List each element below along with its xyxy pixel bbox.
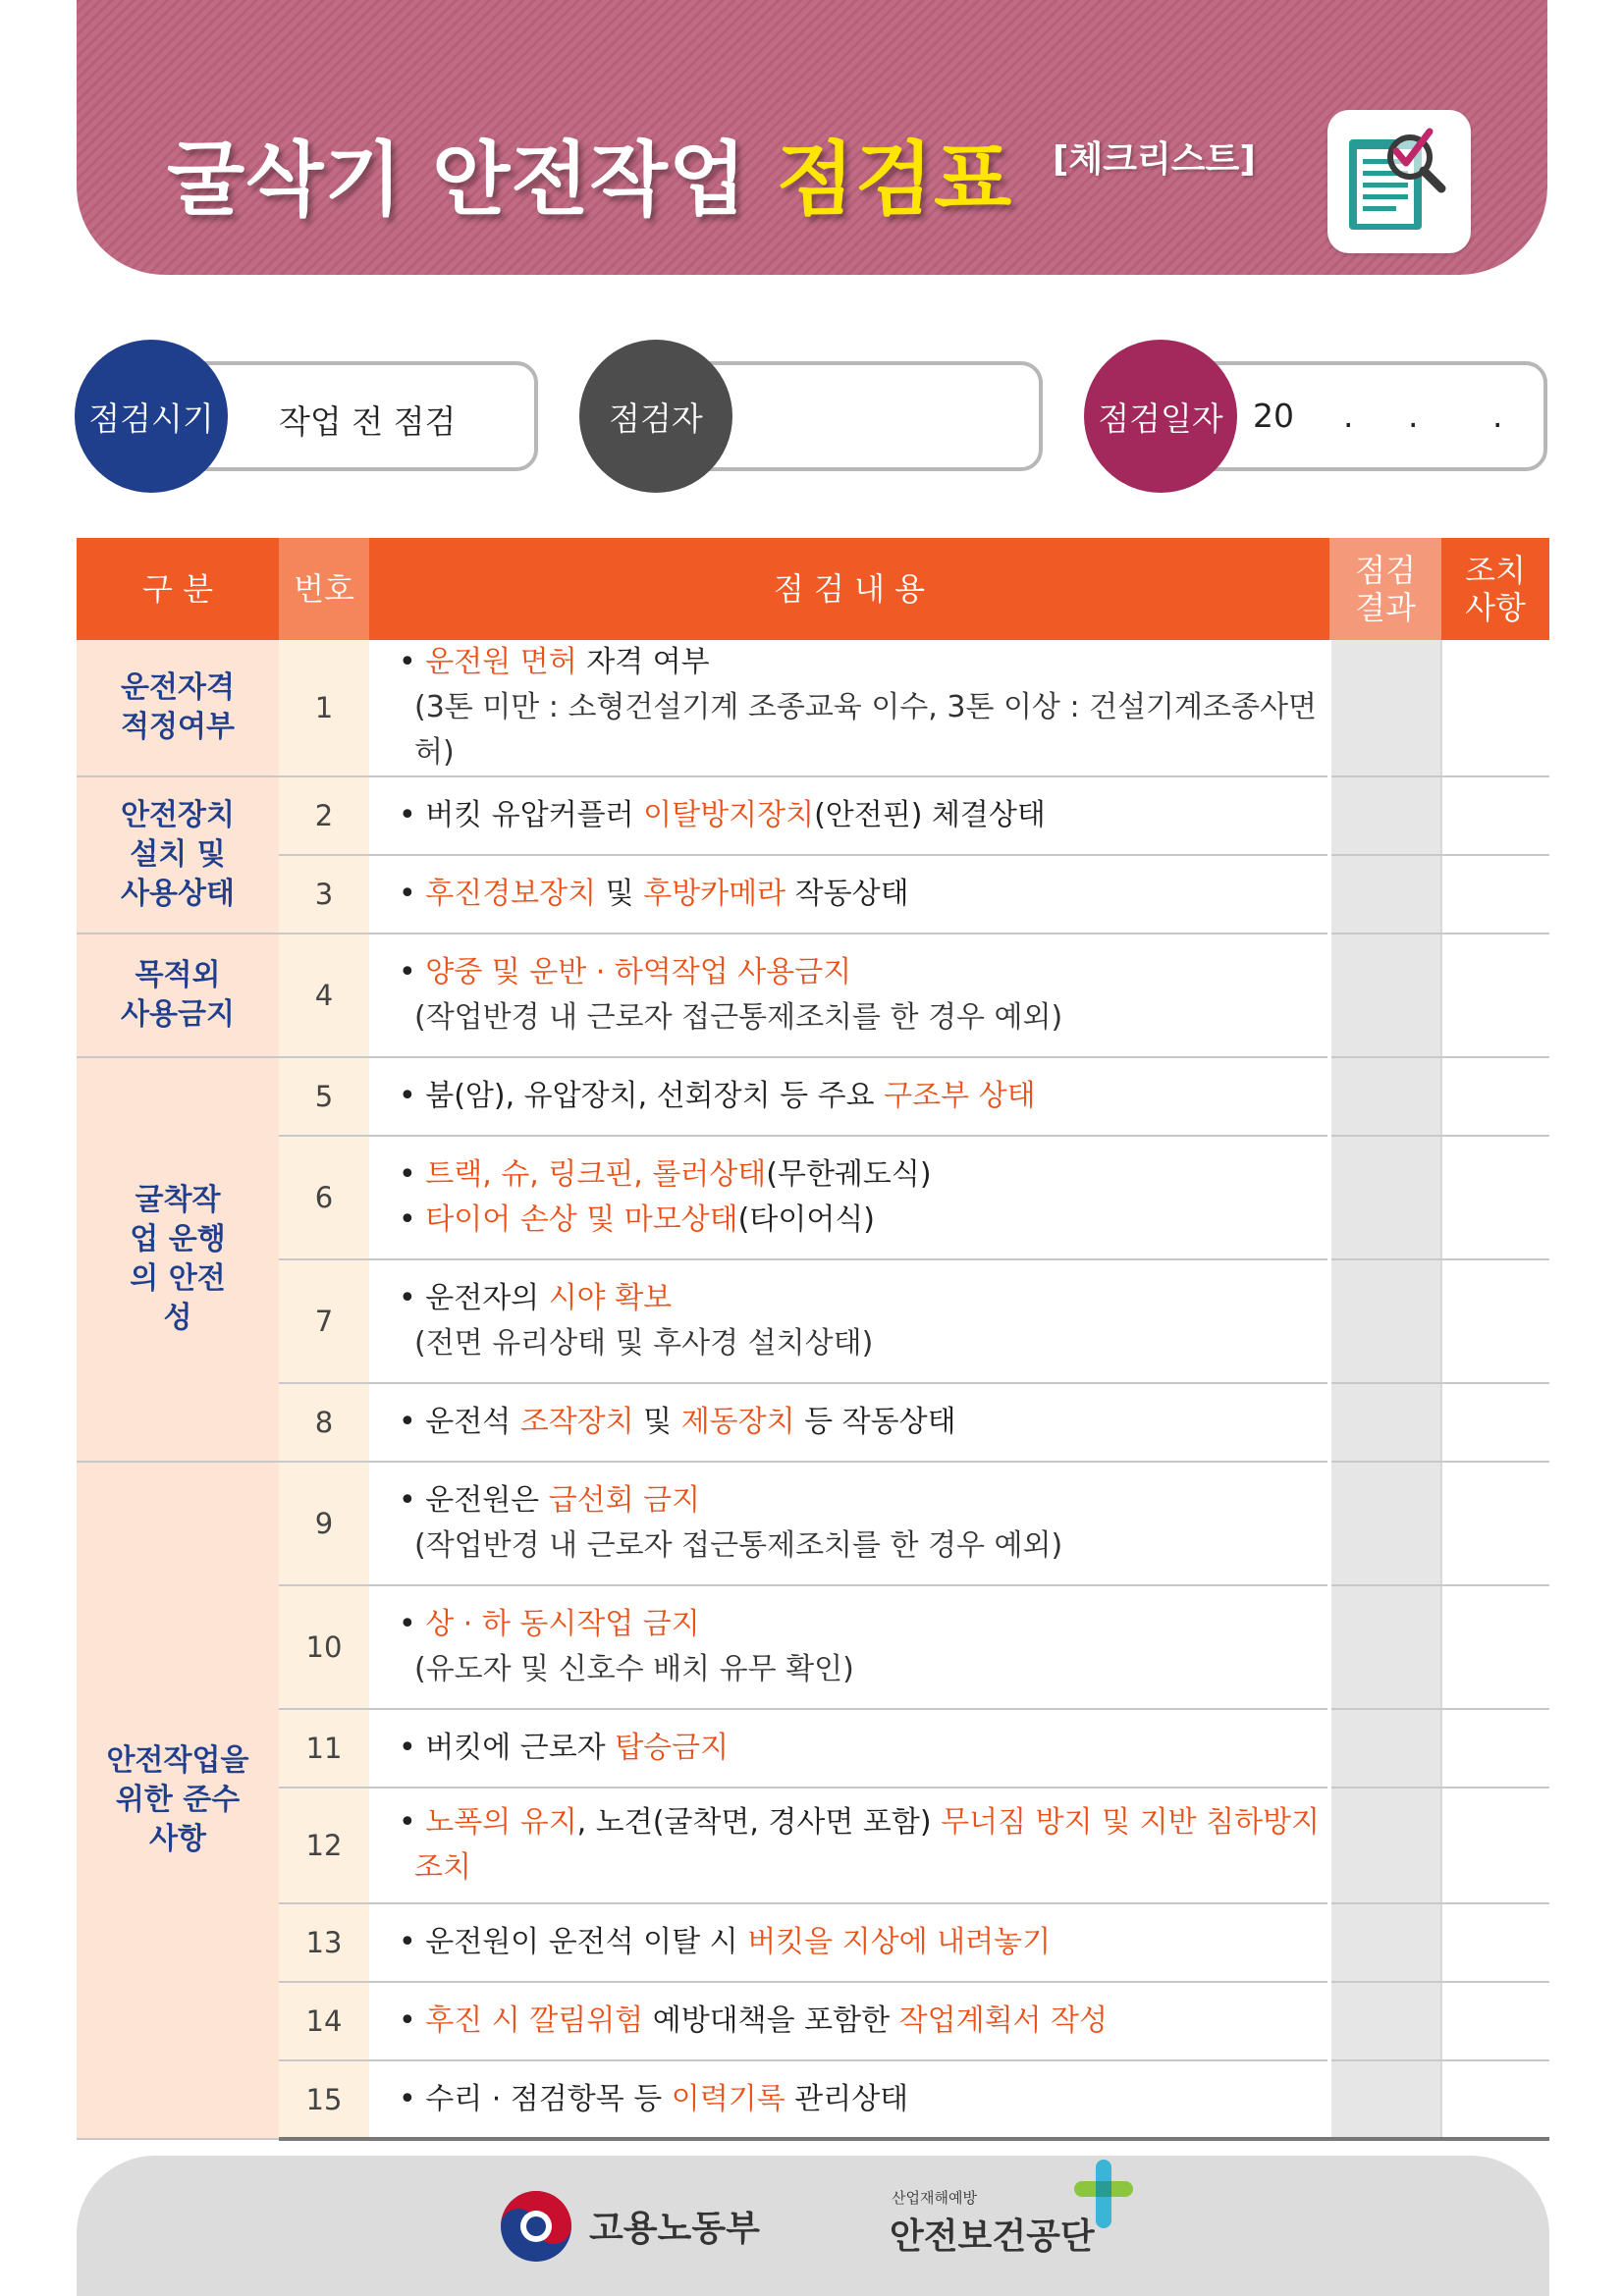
date-dot-1: . (1343, 397, 1354, 435)
table-row (77, 1259, 1549, 1383)
table-row (77, 1903, 1549, 1982)
row-number: 10 (279, 1585, 369, 1709)
row-number: 3 (279, 855, 369, 934)
row-number: 14 (279, 1982, 369, 2060)
checklist-table (77, 538, 1549, 2141)
result-cell[interactable] (1329, 1136, 1441, 1259)
result-cell[interactable] (1329, 1259, 1441, 1383)
category-license: 운전자격 적정여부 (77, 640, 279, 776)
action-cell[interactable] (1441, 1462, 1549, 1585)
timing-value: 작업 전 점검 (279, 402, 457, 441)
result-cell[interactable] (1329, 934, 1441, 1057)
table-row (77, 2060, 1549, 2139)
table-row (77, 640, 1549, 776)
row-number: 2 (279, 776, 369, 855)
action-cell[interactable] (1441, 1057, 1549, 1136)
timing-label: 점검시기 (88, 399, 214, 438)
result-cell[interactable] (1329, 1982, 1441, 2060)
result-cell[interactable] (1329, 1788, 1441, 1903)
timing-label-circle (75, 340, 228, 493)
row-content: • 트랙, 슈, 링크핀, 롤러상태(무한궤도식) • 타이어 손상 및 마모상태(타이어식) (369, 1136, 1329, 1259)
action-cell[interactable] (1441, 640, 1549, 776)
result-cell[interactable] (1329, 1585, 1441, 1709)
header-result: 점검 결과 (1329, 538, 1441, 640)
row-content: • 운전석 조작장치 및 제동장치 등 작동상태 (369, 1383, 1329, 1462)
row-content: • 수리 · 점검항목 등 이력기록 관리상태 (369, 2060, 1329, 2139)
row-content: • 운전원이 운전석 이탈 시 버킷을 지상에 내려놓기 (369, 1903, 1329, 1982)
row-number: 15 (279, 2060, 369, 2139)
action-cell[interactable] (1441, 1383, 1549, 1462)
table-row (77, 1383, 1549, 1462)
action-cell[interactable] (1441, 1709, 1549, 1788)
row-content: • 버킷에 근로자 탑승금지 (369, 1709, 1329, 1788)
row-content: • 노폭의 유지, 노견(굴착면, 경사면 포함) 무너짐 방지 및 지반 침하방지 조치 (369, 1788, 1329, 1903)
table-row (77, 1462, 1549, 1585)
row-number: 12 (279, 1788, 369, 1903)
result-cell[interactable] (1329, 1462, 1441, 1585)
row-content: • 양중 및 운반 · 하역작업 사용금지 (작업반경 내 근로자 접근통제조치를 한 경우 예외) (369, 934, 1329, 1057)
action-cell[interactable] (1441, 855, 1549, 934)
table-row (77, 1982, 1549, 2060)
page-title-highlight: 점검표 (776, 133, 1013, 227)
page-subtitle: [체크리스트] (1053, 139, 1256, 180)
row-content: • 운전원은 급선회 금지 (작업반경 내 근로자 접근통제조치를 한 경우 예외) (369, 1462, 1329, 1585)
row-number: 11 (279, 1709, 369, 1788)
result-cell[interactable] (1329, 1057, 1441, 1136)
date-dot-3: . (1492, 397, 1503, 435)
header-category: 구 분 (77, 538, 279, 640)
row-content: • 운전원 면허 자격 여부 (3톤 미만 : 소형건설기계 조종교육 이수, 3톤 이상 : 건설기계조종사면허) (369, 640, 1329, 776)
date-label: 점검일자 (1098, 399, 1223, 438)
header-content: 점 검 내 용 (369, 538, 1329, 640)
category-safe-work-rules: 안전작업을 위한 준수사항 (77, 1462, 279, 2139)
table-row (77, 1585, 1549, 1709)
row-content: • 버킷 유압커플러 이탈방지장치(안전핀) 체결상태 (369, 776, 1329, 855)
action-cell[interactable] (1441, 1982, 1549, 2060)
result-cell[interactable] (1329, 776, 1441, 855)
result-cell[interactable] (1329, 1903, 1441, 1982)
row-number: 1 (279, 640, 369, 776)
header-action: 조치 사항 (1441, 538, 1549, 640)
row-number: 5 (279, 1057, 369, 1136)
table-header-row (77, 538, 1549, 640)
row-content: • 상 · 하 동시작업 금지 (유도자 및 신호수 배치 유무 확인) (369, 1585, 1329, 1709)
header-number: 번호 (279, 538, 369, 640)
action-cell[interactable] (1441, 2060, 1549, 2139)
action-cell[interactable] (1441, 1136, 1549, 1259)
checklist-magnifier-icon (1327, 110, 1471, 253)
row-number: 13 (279, 1903, 369, 1982)
action-cell[interactable] (1441, 1903, 1549, 1982)
row-number: 8 (279, 1383, 369, 1462)
row-number: 6 (279, 1136, 369, 1259)
table-row (77, 855, 1549, 934)
inspector-label-circle (579, 340, 732, 493)
action-cell[interactable] (1441, 1259, 1549, 1383)
date-label-circle (1084, 340, 1237, 493)
row-content: • 붐(암), 유압장치, 선회장치 등 주요 구조부 상태 (369, 1057, 1329, 1136)
result-cell[interactable] (1329, 640, 1441, 776)
page-title: 굴삭기 안전작업 점검표 (167, 133, 1013, 227)
footer-bar (77, 2156, 1549, 2296)
taegeuk-emblem-icon (499, 2189, 573, 2264)
action-cell[interactable] (1441, 934, 1549, 1057)
table-row (77, 1057, 1549, 1136)
table-row (77, 776, 1549, 855)
category-misuse: 목적외 사용금지 (77, 934, 279, 1057)
inspector-label: 점검자 (609, 399, 703, 438)
table-row (77, 934, 1549, 1057)
kosha-logo-text: 안전보건공단 (890, 2216, 1095, 2257)
result-cell[interactable] (1329, 2060, 1441, 2139)
row-content: • 운전자의 시야 확보 (전면 유리상태 및 후사경 설치상태) (369, 1259, 1329, 1383)
category-excavation-safety: 굴착작업 운행의 안전성 (77, 1057, 279, 1462)
table-row (77, 1136, 1549, 1259)
row-content: • 후진 시 깔림위험 예방대책을 포함한 작업계획서 작성 (369, 1982, 1329, 2060)
row-number: 4 (279, 934, 369, 1057)
kosha-cross-icon (1074, 2160, 1133, 2228)
result-cell[interactable] (1329, 1709, 1441, 1788)
result-cell[interactable] (1329, 855, 1441, 934)
action-cell[interactable] (1441, 1585, 1549, 1709)
action-cell[interactable] (1441, 776, 1549, 855)
kosha-logo-small-text: 산업재해예방 (892, 2189, 977, 2207)
date-year-prefix: 20 (1253, 397, 1294, 435)
row-number: 7 (279, 1259, 369, 1383)
ministry-logo-text: 고용노동부 (589, 2209, 760, 2249)
result-cell[interactable] (1329, 1383, 1441, 1462)
category-safety-device: 안전장치 설치 및 사용상태 (77, 776, 279, 934)
action-cell[interactable] (1441, 1788, 1549, 1903)
row-number: 9 (279, 1462, 369, 1585)
row-content: • 후진경보장치 및 후방카메라 작동상태 (369, 855, 1329, 934)
date-dot-2: . (1408, 397, 1419, 435)
table-row (77, 1709, 1549, 1788)
table-row (77, 1788, 1549, 1903)
